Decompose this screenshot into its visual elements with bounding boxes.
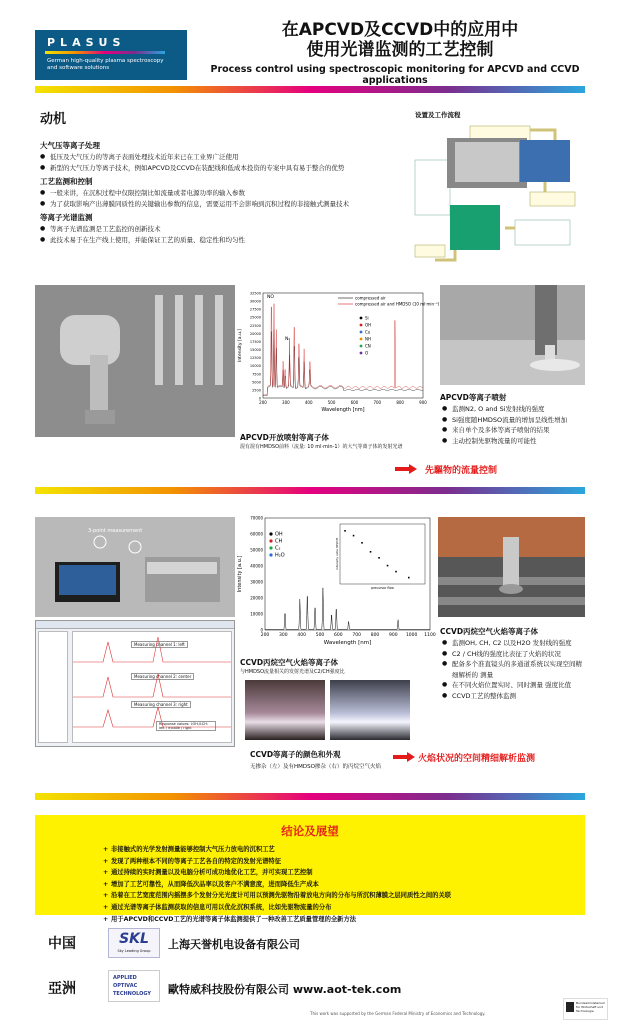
divider-rainbow-2 xyxy=(35,487,585,494)
region-asia: 亞洲 xyxy=(48,981,76,997)
peak-label-no: NO xyxy=(267,295,274,300)
logo-tagline-1: German high-quality plasma spectroscopy xyxy=(47,58,164,64)
legend-label-1: compressed air xyxy=(355,295,386,301)
title-line-1: 在APCVD及CCVD中的应用中 xyxy=(281,20,519,40)
x-tick-label: 700 xyxy=(373,400,382,405)
screen-label-2: Measuring channel 2: center xyxy=(131,673,194,680)
conclusion-item: + 用于APCVD和CCVD工艺的光谱等离子体监测提供了一种改善工艺质量管理的全新方法 xyxy=(103,914,585,926)
screen-label-3: Measuring channel 3: right xyxy=(131,701,191,708)
list-item: ● 此技术易于在生产线上使用，并能保证工艺的质量、稳定性和均匀性 xyxy=(40,235,390,246)
ccvd-spectrum-chart xyxy=(235,512,435,652)
species-label: OH xyxy=(365,322,372,328)
list-item: ● 等离子光谱监测是工艺监控的创新技术 xyxy=(40,224,390,235)
motivation-list-1 xyxy=(40,152,390,173)
apcvd-right-list xyxy=(442,404,587,446)
flame-photo-undoped xyxy=(245,680,325,740)
company-china: 上海天誉机电设备有限公司 xyxy=(168,938,300,951)
y-tick-label: 22500 xyxy=(249,323,261,328)
y-tick-label: 50000 xyxy=(250,547,263,553)
logo-name: PLASUS xyxy=(47,36,126,49)
apcvd-chart-caption: APCVD开放喷射等离子体 xyxy=(240,433,329,442)
inset-y-label: intensity ratio OH/CH xyxy=(335,538,339,570)
setup-diagram xyxy=(415,120,585,265)
conclusion-item: + 增加了工艺可靠性，从而降低次品率以及客户不满意度，进而降低生产成本 xyxy=(103,879,585,891)
logo-tagline xyxy=(47,58,163,72)
list-item: ● Si强度随HMDSO流量的增加呈线性增加 xyxy=(442,415,587,426)
aot-logo xyxy=(108,970,160,1002)
species-marker xyxy=(360,331,363,334)
ccvd-chart-caption: CCVD丙烷空气火焰等离子体 xyxy=(240,658,339,667)
apcvd-photo xyxy=(35,285,235,437)
y-tick-label: 30000 xyxy=(250,579,263,585)
screen-label-4: Response values: I₍OH₎/I₍CH₎ left / middle / right xyxy=(156,721,216,731)
series-compressed-air-hmdso xyxy=(263,304,423,395)
flame-subcaption: 无掺杂（左）及有HMDSO掺杂（右）的丙烷空气火焰 xyxy=(250,764,381,770)
region-china: 中国 xyxy=(48,936,76,952)
company-asia: 歐特威科技股份有限公司 www.aot-tek.com xyxy=(168,983,402,996)
x-tick-label: 600 xyxy=(334,633,343,638)
species-marker xyxy=(360,338,363,341)
aot-logo-line: OPTIVAC xyxy=(113,983,138,989)
y-tick-label: 10000 xyxy=(249,364,261,369)
logo-tagline-2: and software solutions xyxy=(47,65,110,71)
legend-label-2: compressed air and HMDSO (10 ml·min⁻¹) xyxy=(355,301,440,307)
y-tick-label: 2500 xyxy=(252,388,261,393)
x-axis-label: Wavelength [nm] xyxy=(323,640,372,646)
species-marker xyxy=(360,317,363,320)
y-tick-label: 60000 xyxy=(250,531,263,537)
x-tick-label: 300 xyxy=(282,400,290,405)
x-tick-label: 200 xyxy=(260,633,270,638)
x-tick-label: 900 xyxy=(389,633,398,638)
list-item: ● 新型的大气压力等离子技术，例如APCVD及CCVD在装配线和低成本投资的专案中具有易于整合的优势 xyxy=(40,163,390,174)
ccvd-software-screenshot xyxy=(35,620,235,747)
plot-frame xyxy=(263,293,423,398)
apcvd-result: 先驅物的流量控制 xyxy=(425,466,498,476)
list-item: ● 配备多个准直镜头的多通道系统以实现空间精细解析的 测量 xyxy=(442,659,587,680)
y-tick-label: 32500 xyxy=(249,291,261,296)
list-item: ● 低压及大气压力的等离子表面处理技术近年来已在工业界广泛使用 xyxy=(40,152,390,163)
x-tick-label: 500 xyxy=(327,400,336,405)
x-tick-label: 1100 xyxy=(424,633,436,638)
motivation-list-3 xyxy=(40,224,390,245)
list-item: ● 为了获取影响产出薄膜同质性的关键输出参数的信息，需要运用不会影响到沉积过程的非接触式测量技术 xyxy=(40,199,390,210)
conclusion-item: + 通过光谱等离子体监测获取的信息可用以优化沉积系统，比如先驱物流量的分布 xyxy=(103,902,585,914)
x-tick-label: 800 xyxy=(396,400,404,405)
ccvd-result: 火焰状况的空间精细解析监测 xyxy=(418,754,536,764)
conclusion-box xyxy=(35,815,585,923)
x-tick-label: 600 xyxy=(350,400,359,405)
species-marker xyxy=(360,324,363,327)
ccvd-result-arrow-icon xyxy=(393,752,415,762)
list-item: ● 主动控制先驱物流量的可能性 xyxy=(442,436,587,447)
conclusion-item: + 发现了两种根本不同的等离子工艺各自的特定的发射光谱特征 xyxy=(103,856,585,868)
page-title xyxy=(200,20,600,60)
x-tick-label: 900 xyxy=(419,400,427,405)
species-label: O xyxy=(365,350,369,356)
list-item: ● C2 / CH线的强度比表征了火焰的状况 xyxy=(442,649,587,660)
sub-heading-3: 等离子光谱监测 xyxy=(40,213,93,222)
inset-point xyxy=(344,530,346,532)
apcvd-spectrum-chart xyxy=(235,285,440,425)
ccvd-burner-photo xyxy=(438,517,585,617)
species-label: CH xyxy=(275,538,283,545)
species-marker xyxy=(360,352,363,355)
list-item: ● CCVD工艺的整体监测 xyxy=(442,691,587,702)
skl-logo-text: SKL xyxy=(119,931,149,947)
species-marker xyxy=(269,546,272,549)
inset-point xyxy=(370,551,372,553)
ministry-logo xyxy=(563,998,608,1020)
inset-point xyxy=(387,565,389,567)
y-tick-label: 27500 xyxy=(249,307,261,312)
flame-photo-doped xyxy=(330,680,410,740)
apcvd-right-heading: APCVD等离子喷射 xyxy=(440,393,507,402)
y-axis-label: Intensity [a.u.] xyxy=(238,329,243,362)
x-tick-label: 200 xyxy=(259,400,267,405)
x-axis-label: Wavelength [nm] xyxy=(321,407,365,413)
apcvd-jet-photo xyxy=(440,285,585,385)
species-label: CN xyxy=(365,343,371,349)
conclusion-list xyxy=(103,844,585,925)
list-item: ● 在不同火焰位置实时、同时测量 强度比值 xyxy=(442,680,587,691)
y-tick-label: 0 xyxy=(260,627,263,633)
list-item: ● 监测OH, CH, C2 以及H2O 发射线的强度 xyxy=(442,638,587,649)
y-tick-label: 20000 xyxy=(250,595,263,601)
inset-point xyxy=(361,542,363,544)
motivation-list-2 xyxy=(40,188,390,209)
x-tick-label: 800 xyxy=(370,633,380,638)
y-tick-label: 12500 xyxy=(249,356,261,361)
species-marker xyxy=(269,553,272,556)
screen-label-1: Measuring channel 1: left xyxy=(131,641,188,648)
inset-point xyxy=(378,557,380,559)
peak-label-n2: N₂ xyxy=(285,337,291,342)
list-item: ● 来自单个及多体等离子喷射的结果 xyxy=(442,425,587,436)
inset-point xyxy=(395,571,397,573)
skl-logo-sub: Sky Leading Group xyxy=(117,949,151,953)
species-label: NH xyxy=(365,336,371,342)
apcvd-result-arrow-icon xyxy=(395,464,417,474)
funding-note: This work was supported by the German Federal Ministry of Economics and Technology. xyxy=(310,1011,486,1016)
skl-logo xyxy=(108,928,160,958)
sub-heading-1: 大气压等离子处理 xyxy=(40,141,100,150)
list-item: ● 监测N2, O and Si发射线的强度 xyxy=(442,404,587,415)
ccvd-series xyxy=(265,588,430,630)
y-tick-label: 70000 xyxy=(250,515,263,521)
x-tick-label: 400 xyxy=(304,400,313,405)
sub-heading-2: 工艺监测和控制 xyxy=(40,177,93,186)
species-marker xyxy=(269,539,272,542)
page-subtitle: Process control using spectroscopic monitoring for APCVD and CCVD applications xyxy=(210,64,580,86)
inset-point xyxy=(408,577,410,579)
y-tick-label: 30000 xyxy=(249,299,261,304)
conclusion-heading: 结论及展望 xyxy=(281,824,339,838)
y-axis-label: Intensity [a.u.] xyxy=(237,555,243,593)
y-tick-label: 17500 xyxy=(249,339,261,344)
setup-title: 设置及工作流程 xyxy=(415,111,461,119)
species-marker xyxy=(360,345,363,348)
aot-logo-text xyxy=(109,971,159,998)
inset-point xyxy=(353,535,355,537)
x-tick-label: 300 xyxy=(279,633,288,638)
y-tick-label: 15000 xyxy=(249,348,261,353)
y-tick-label: 7500 xyxy=(252,372,261,377)
conclusion-item: + 非接触式的光学发射测量能够控制大气压力放电的沉积工艺 xyxy=(103,844,585,856)
species-label: Cu xyxy=(365,329,371,335)
aot-logo-line: APPLIED xyxy=(113,975,137,981)
ccvd-chart-subcaption: 与HMDSO流量相关的发射光谱及C2/CH强度比 xyxy=(240,669,345,675)
y-tick-label: 0 xyxy=(258,396,261,401)
y-tick-label: 5000 xyxy=(252,380,261,385)
aot-logo-line: TECHNOLOGY xyxy=(113,991,151,997)
ministry-name: Bundesministerium für Wirtschaft und Technologie xyxy=(576,1001,606,1013)
motivation-text xyxy=(40,140,390,245)
species-label: Si xyxy=(365,315,369,321)
conclusion-item: + 沿着在工艺宽度范围内摇摆多个发射分光光度计可用以预测先驱物沿着放电方向的分布与所沉积薄膜之层同质性之间的关联 xyxy=(103,890,585,902)
x-tick-label: 400 xyxy=(297,633,306,638)
inset-frame xyxy=(340,524,425,584)
y-tick-label: 20000 xyxy=(249,331,261,336)
species-marker xyxy=(269,532,272,535)
divider-rainbow-3 xyxy=(35,793,585,800)
ccvd-photo-label: 3-point measurement xyxy=(88,528,143,534)
y-tick-label: 25000 xyxy=(249,315,261,320)
conclusion-item: + 通过持续的实时测量以及电脑分析可成功地优化工艺，并可实现工艺控制 xyxy=(103,867,585,879)
list-item: ● 一般来讲，在沉积过程中仅限控制比如流量或者电源功率的输入参数 xyxy=(40,188,390,199)
species-label: OH xyxy=(275,531,283,538)
inset-x-label: precursor flow xyxy=(371,586,394,590)
x-tick-label: 1000 xyxy=(405,633,418,638)
species-label: C₂ xyxy=(275,545,281,552)
logo-rainbow-line xyxy=(45,51,165,54)
y-tick-label: 10000 xyxy=(250,611,263,617)
species-label: H₂O xyxy=(275,552,285,559)
ccvd-right-heading: CCVD丙烷空气火焰等离子体 xyxy=(440,627,539,636)
y-tick-label: 40000 xyxy=(250,563,263,569)
apcvd-chart-subcaption: 混有混有HMDSO前料（流量: 10 ml·min-1）的大气等离子体的发射光谱 xyxy=(240,444,403,450)
flame-caption: CCVD等离子的颜色和外观 xyxy=(250,750,341,759)
divider-rainbow-1 xyxy=(35,86,585,93)
motivation-heading: 动机 xyxy=(40,112,67,127)
ccvd-right-list xyxy=(442,638,587,701)
title-line-2: 使用光谱监测的工艺控制 xyxy=(306,40,494,60)
x-tick-label: 500 xyxy=(315,633,325,638)
plasus-logo xyxy=(35,30,187,80)
x-tick-label: 700 xyxy=(352,633,361,638)
